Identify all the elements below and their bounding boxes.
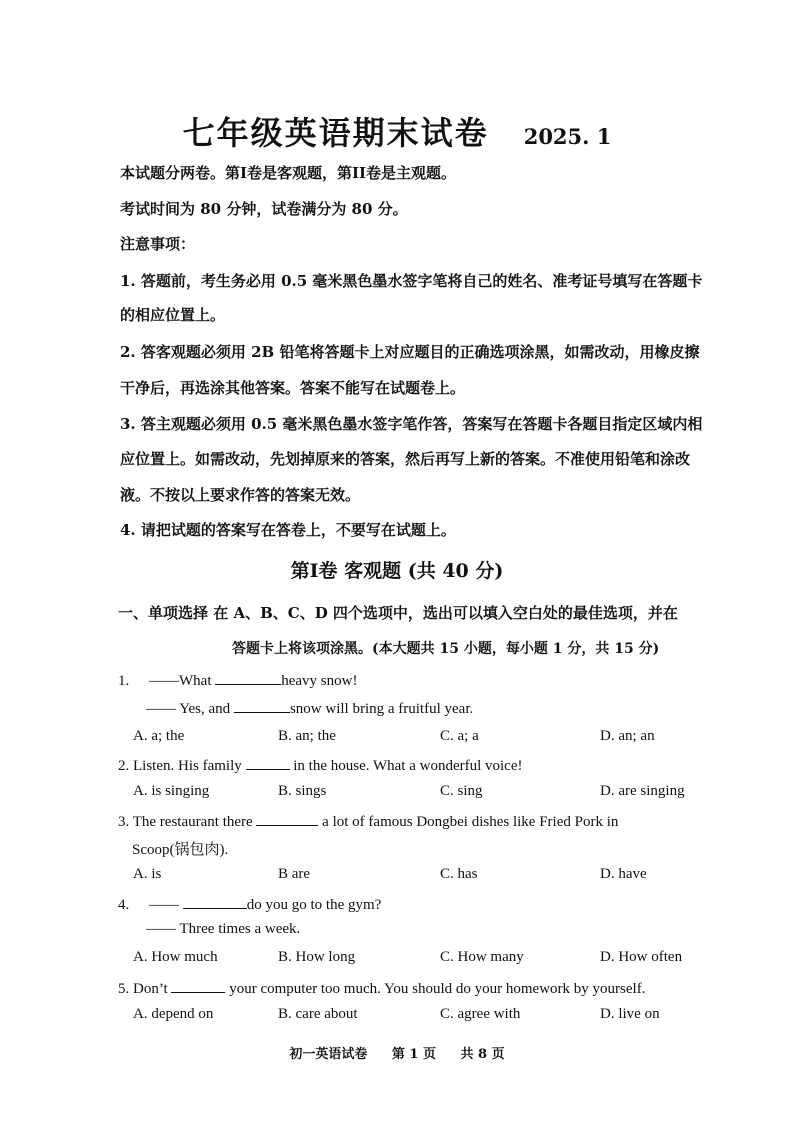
question-3-continued: Scoop(锅包肉). xyxy=(132,842,229,858)
note-line: 1. 答题前，考生务必用 0.5 毫米黑色墨水签字笔将自己的姓名、准考证号填写在答题卡 xyxy=(120,272,703,290)
question-3: 3. The restaurant there a lot of famous Dongbei dishes like Fried Pork in xyxy=(118,811,618,831)
option-d: D. are singing xyxy=(600,783,685,799)
option-c: C. sing xyxy=(440,783,483,799)
option-a: A. a; the xyxy=(133,728,185,744)
footer-page-number: 第 1 页 xyxy=(391,1047,436,1062)
option-d: D. have xyxy=(600,866,647,882)
option-b: B are xyxy=(278,866,311,882)
part-heading: 一、单项选择 在 A、B、C、D 四个选项中，选出可以填入空白处的最佳选项，并在 xyxy=(118,604,678,622)
note-line: 2. 答客观题必须用 2B 铅笔将答题卡上对应题目的正确选项涂黑，如需改动，用橡皮擦 xyxy=(120,343,700,361)
answer-blank xyxy=(171,978,225,993)
option-a: A. depend on xyxy=(133,1006,214,1022)
question-number: 1. xyxy=(118,673,130,689)
footer-total-pages: 共 8 页 xyxy=(460,1047,505,1062)
intro-line: 考试时间为 80 分钟，试卷满分为 80 分。 xyxy=(120,200,408,218)
option-b: B. an; the xyxy=(278,728,336,744)
question-number: 3. xyxy=(118,814,130,830)
footer-exam-name: 初一英语试卷 xyxy=(289,1047,368,1062)
option-b: B. How long xyxy=(278,949,356,965)
intro-line: 注意事项： xyxy=(120,235,196,253)
exam-title-row xyxy=(0,108,794,154)
note-line: 应位置上。如需改动，先划掉原来的答案，然后再写上新的答案。不准使用铅笔和涂改 xyxy=(120,450,691,468)
option-b: B. sings xyxy=(278,783,327,799)
answer-blank xyxy=(183,894,247,909)
intro-line: 本试题分两卷。第I卷是客观题，第II卷是主观题。 xyxy=(120,164,457,182)
question-1-reply: —— Yes, and snow will bring a fruitful year. xyxy=(146,698,473,718)
note-line: 4. 请把试题的答案写在答卷上，不要写在试题上。 xyxy=(120,521,456,539)
option-d: D. an; an xyxy=(600,728,655,744)
answer-blank xyxy=(215,670,281,685)
option-d: D. How often xyxy=(600,949,683,965)
question-5: 5. Don’t your computer too much. You should do your homework by yourself. xyxy=(118,978,645,998)
option-c: C. How many xyxy=(440,949,524,965)
question-4-reply: —— Three times a week. xyxy=(146,921,301,937)
note-line: 液。不按以上要求作答的答案无效。 xyxy=(120,486,361,504)
exam-date: 2025. 1 xyxy=(523,124,612,149)
option-c: C. a; a xyxy=(440,728,479,744)
question-1: 1. ——What heavy snow! xyxy=(118,670,357,690)
option-a: A. is xyxy=(133,866,162,882)
section-title: 第I卷 客观题 (共 40 分) xyxy=(290,560,504,582)
option-b: B. care about xyxy=(278,1006,358,1022)
page-footer xyxy=(0,1043,794,1062)
option-c: C. has xyxy=(440,866,478,882)
part-subheading: 答题卡上将该项涂黑。(本大题共 15 小题，每小题 1 分，共 15 分) xyxy=(232,641,660,657)
exam-title: 七年级英语期末试卷 xyxy=(182,114,489,152)
option-d: D. live on xyxy=(600,1006,660,1022)
question-4: 4. —— do you go to the gym? xyxy=(118,894,381,914)
answer-blank xyxy=(246,755,290,770)
question-number: 2. xyxy=(118,758,130,774)
option-a: A. How much xyxy=(133,949,218,965)
note-line: 干净后，再选涂其他答案。答案不能写在试题卷上。 xyxy=(120,379,466,397)
note-line: 的相应位置上。 xyxy=(120,306,226,324)
question-2: 2. Listen. His family in the house. What a wonderful voice! xyxy=(118,755,522,775)
option-a: A. is singing xyxy=(133,783,210,799)
answer-blank xyxy=(256,811,318,826)
answer-blank xyxy=(234,698,290,713)
note-line: 3. 答主观题必须用 0.5 毫米黑色墨水签字笔作答，答案写在答题卡各题目指定区域内相 xyxy=(120,415,703,433)
question-number: 4. xyxy=(118,897,130,913)
question-number: 5. xyxy=(118,981,130,997)
option-c: C. agree with xyxy=(440,1006,521,1022)
